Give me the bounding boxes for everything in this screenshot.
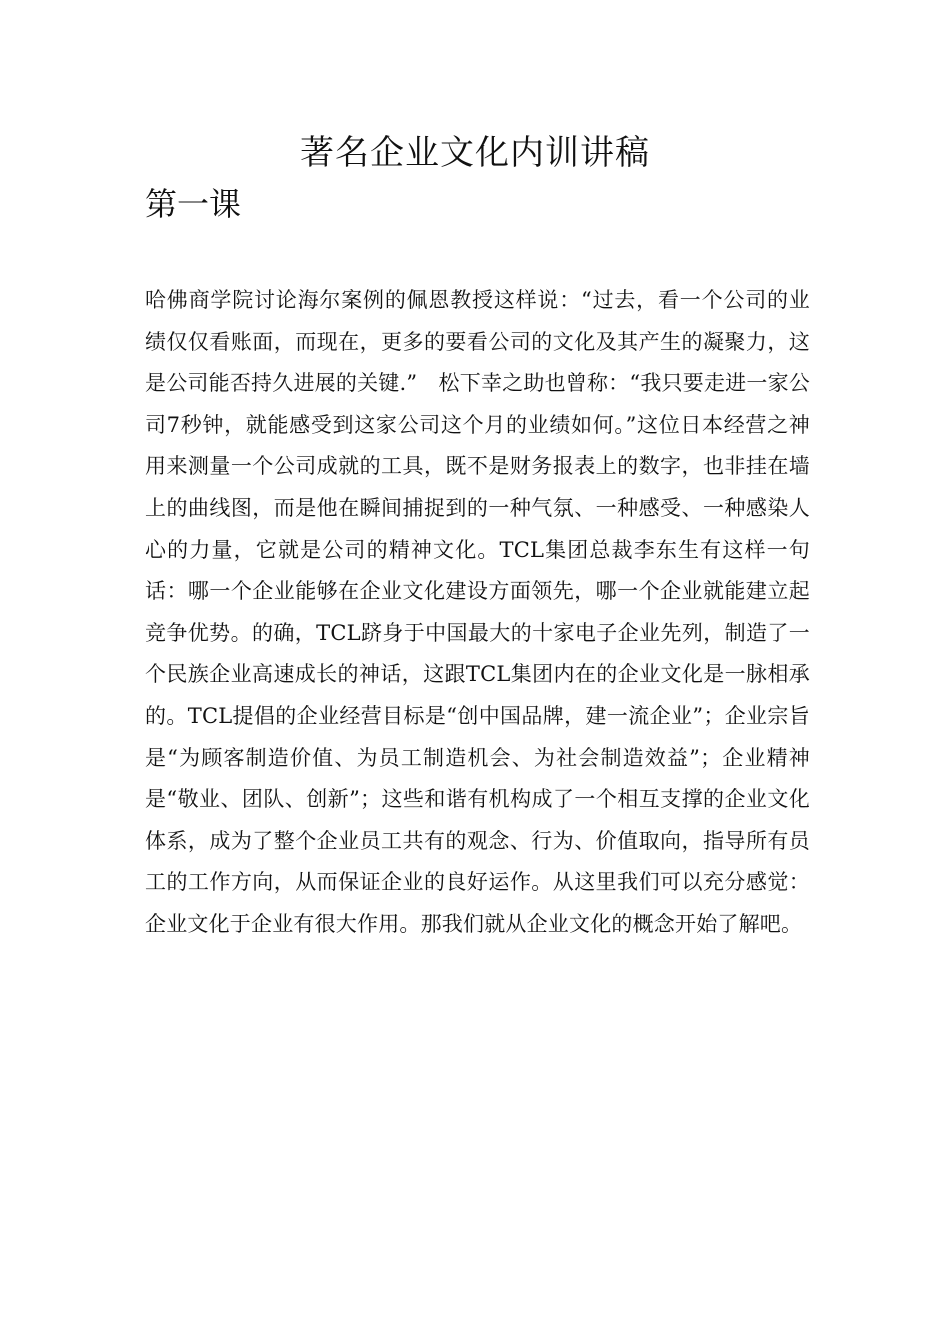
document-title: 著名企业文化内训讲稿 bbox=[300, 133, 650, 173]
body-paragraph: 哈佛商学院讨论海尔案例的佩恩教授这样说：“过去，看一个公司的业绩仅仅看账面，而现在，更多的要看公司的文化及其产生的凝聚力，这是公司能否持久进展的关键.” 松下幸之助也曾称：“我只要走进一家公司7秒钟，就能感受到这家公司这个月的业绩如何。”这位日本经营之神用来测量一个公司成就的工具，既不是财务报表上的数字，也非挂在墙上的曲线图，而是他在瞬间捕捉到的一种气氛、一种感受、一种感染人心的力量，它就是公司的精神文化。TCL集团总裁李东生有这样一句话：哪一个企业能够在企业文化建设方面领先，哪一个企业就能建立起竞争优势。的确，TCL跻身于中国最大的十家电子企业先列，制造了一个民族企业高速成长的神话，这跟TCL集团内在的企业文化是一脉相承的。TCL提倡的企业经营目标是“创中国品牌，建一流企业”；企业宗旨是“为顾客制造价值、为员工制造机会、为社会制造效益”；企业精神是“敬业、团队、创新”；这些和谐有机构成了一个相互支撑的企业文化体系，成为了整个企业员工共有的观念、行为、价值取向，指导所有员工的工作方向，从而保证企业的良好运作。从这里我们可以充分感觉：企业文化于企业有很大作用。那我们就从企业文化的概念开始了解吧。 bbox=[145, 288, 810, 936]
lesson-heading: 第一课 bbox=[145, 185, 242, 223]
